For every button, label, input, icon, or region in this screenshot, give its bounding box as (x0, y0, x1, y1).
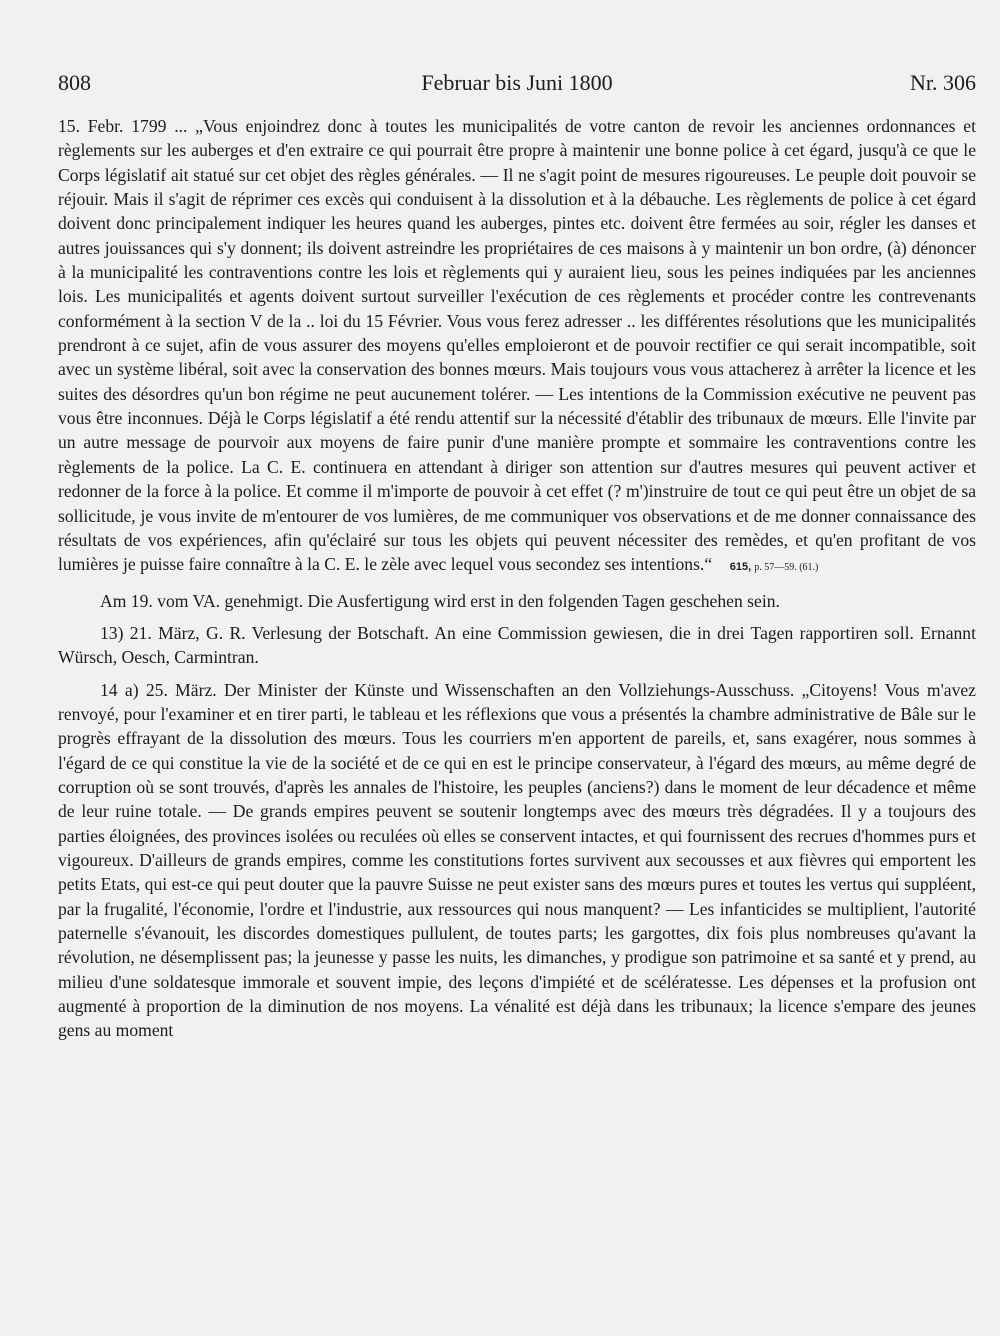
reference-main: 615, (729, 561, 752, 574)
page-number: 808 (58, 70, 91, 95)
document-number: Nr. 306 (910, 70, 976, 95)
running-title: Februar bis Juni 1800 (421, 70, 613, 95)
source-reference (730, 561, 819, 573)
reference-detail: p. 57—59. (61.) (754, 562, 819, 574)
paragraph-item-13: 13) 21. März, G. R. Verlesung der Botschaft. An eine Commission gewiesen, die in drei Tagen rapportiren soll. Ernannt Würsch, Oesch, Carmintran. (58, 622, 976, 668)
paragraph-item-14a: 14 a) 25. März. Der Minister der Künste und Wissenschaften an den Vollziehungs-Ausschuss. „Citoyens! Vous m'avez renvoyé, pour l'examiner et en tirer parti, le tableau et les réflexions que vous a présentés la chambre administrative de Bâle sur le progrès effrayant de la dissolution des mœurs. Tous les courriers m'en apportent de pareils, et, sans exagérer, nous sommes à l'égard de ce qui constitue la vie de la société et de ce qui en est le principe conservateur, à l'égard des mœurs, au même degré de corruption où se sont trouvés, d'après les annales de l'histoire, les peuples (anciens?) dans le moment de leur décadence et même de leur ruine totale. — De grands empires peuvent se soutenir longtemps avec des mœurs très dégradées. Il y a toujours des parties éloignées, des provinces isolées ou reculées où elles se conservent intactes, et qui fournissent des recrues d'hommes purs et vigoureux. D'ailleurs de grands empires, comme les constitutions fortes survivent aux secousses et aux fièvres qui emportent les petits Etats, qui est-ce qui peut douter que la pauvre Suisse ne peut exister sans des mœurs pures et toutes les vertus qui suppléent, par la frugalité, l'économie, l'ordre et l'industrie, aux ressources qui nous manquent? — Les infanticides se multiplient, l'autorité paternelle s'évanouit, les discordes domestiques pullulent, de toutes parts; les gargottes, dix fois plus nombreuses qu'avant la révolution, ne désemplissent pas; la jeunesse y passe les nuits, les dimanches, y prodigue son patrimoine et sa santé et y prend, au milieu d'une soldatesque immorale et souvent impie, des leçons d'impiété et de scélératesse. Les dépenses et la profusion ont augmenté à proportion de la diminution de nos moyens. La vénalité est déjà dans les tribunaux; la licence s'empare des jeunes gens au moment (58, 679, 976, 1041)
paragraph-quote-1799 (58, 114, 976, 581)
page-header (58, 70, 976, 96)
paragraph-text: 15. Febr. 1799 ... „Vous enjoindrez donc à toutes les municipalités de votre canton de revoir les anciennes ordonnances et règlements sur les auberges et d'en extraire ce qui pourrait être propre à maintenir une bonne police à cet égard, jusqu'à ce que le Corps législatif ait statué sur cet objet des règles générales. — Il ne s'agit point de mesures rigoureuses. Le peuple doit pouvoir se réjouir. Mais il s'agit de réprimer ces excès qui conduisent à la dissolution et à la débauche. Les règlements de police à cet égard doivent donc principalement indiquer les heures quand les auberges, pintes etc. doivent être fermées au soir, régler les danses et autres jouissances qui s'y donnent; ils doivent astreindre les propriétaires de ces maisons à y maintenir un bon ordre, (à) dénoncer à la municipalité les contraventions contre les lois et règlements qui y auraient lieu, sous les peines indiquées par les anciennes lois. Les municipalités et agents doivent surtout surveiller l'exécution de ces règlements et procéder contre les contrevenants conformément à la section V de la .. loi du 15 Février. Vous vous ferez adresser .. les différentes résolutions que les municipalités prendront à ce sujet, afin de vous assurer des moyens qu'elles emploieront et de pouvoir rectifier ce qui serait incompatible, soit avec un système libéral, soit avec la conservation des bonnes mœurs. Mais toujours vous vous attacherez à arrêter la licence et les suites des désordres qu'un bon régime ne peut aucunement tolérer. — Les intentions de la Commission exécutive ne peuvent pas vous être inconnues. Déjà le Corps législatif a été rendu attentif sur la nécessité d'établir des tribunaux de mœurs. Elle l'invite par un autre message de pourvoir aux moyens de faire punir d'une manière prompte et sommaire les contraventions contre les règlements de la police. La C. E. continuera en attendant à diriger son attention sur d'autres mesures qui peuvent activer et redonner de la force à la police. Et comme il m'importe de pouvoir à cet effet (? m')instruire de tout ce qui peut être un objet de sa sollicitude, je vous invite de m'entourer de vos lumières, de me communiquer vos observations et de me donner connaissance des résultats de vos expériences, afin qu'éclairé sur tous les objets qui peuvent nécessiter des remèdes, et qu'en profitant de vos lumières je puisse faire connaître à la C. E. le zèle avec lequel vous secondez ses intentions.“ (58, 116, 976, 575)
document-page (58, 70, 976, 1043)
paragraph-approval: Am 19. vom VA. genehmigt. Die Ausfertigung wird erst in den folgenden Tagen geschehen sein. (100, 590, 780, 611)
